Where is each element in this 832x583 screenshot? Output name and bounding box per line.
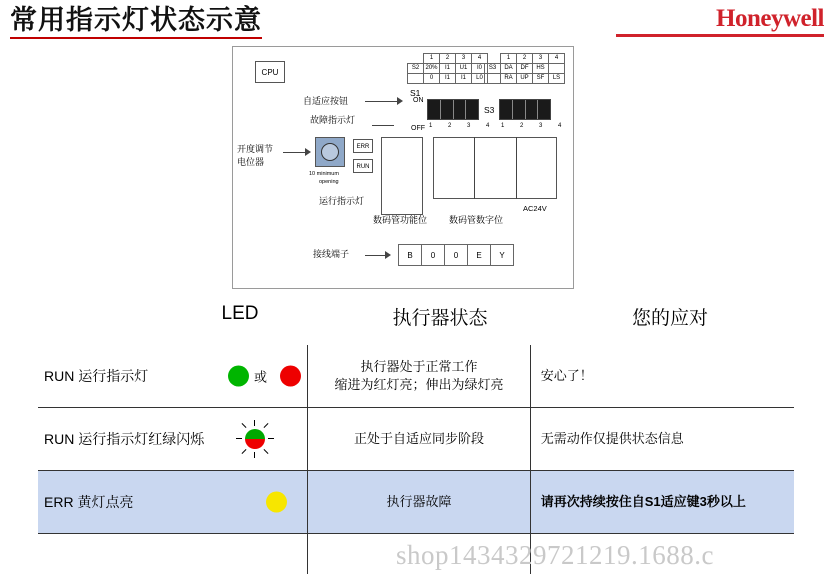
row-led-cell [38, 471, 307, 533]
row-response-text: 无需动作仅提供状态信息 [540, 431, 684, 446]
row-led-cell [38, 408, 307, 470]
fault-led-label: 故障指示灯 [310, 115, 356, 125]
dip-switch-s2[interactable] [427, 99, 479, 120]
row-led-cell [38, 345, 307, 407]
pot-arrow-icon [305, 148, 311, 156]
row-response-cell [530, 408, 794, 470]
dip-s3-numbers: 1 2 3 4 [501, 123, 569, 129]
pot-scale-opening: opening [319, 179, 339, 185]
digit-number-label: 数码管数字位 [449, 215, 504, 225]
potentiometer-dial[interactable] [321, 143, 339, 161]
device-diagram [232, 46, 574, 289]
display-module [381, 137, 423, 215]
pot-leader [283, 152, 307, 153]
row-state-cell [307, 471, 529, 533]
pot-label-line2: 电位器 [237, 157, 265, 167]
row-state-cell [307, 345, 529, 407]
brand-name: Honeywell [716, 5, 824, 32]
column-heading-your-response: 您的应对 [631, 308, 708, 329]
watermark: shop1434329721219.1688.c [396, 540, 714, 570]
led-green-icon [228, 366, 249, 387]
led-blink-green-red-icon [238, 422, 272, 456]
row-state-text: 执行器故障 [386, 494, 452, 509]
adaptive-button-leader [365, 101, 399, 102]
led-or-text: 或 [254, 369, 268, 385]
ac24v-label: AC24V [523, 204, 547, 213]
adaptive-button-label: 自适应按钮 [303, 96, 349, 106]
terminal-arrow-icon [385, 251, 391, 259]
s3-label: S3 [484, 105, 495, 115]
row-label: RUN 运行指示灯红绿闪烁 [44, 431, 205, 447]
brand-logo [616, 6, 824, 37]
column-heading-led: LED [221, 303, 259, 324]
page-header [0, 0, 832, 46]
led-blink-dot [245, 429, 265, 449]
row-led-cell [38, 534, 307, 574]
terminal-leader [365, 255, 387, 256]
row-response-text: 请再次持续按住自S1适应键3秒以上 [540, 494, 746, 509]
s1-label: S1 [410, 88, 421, 98]
table-row [38, 408, 794, 471]
table-row [38, 345, 794, 408]
terminal-panel-divider-2 [516, 137, 517, 199]
dip-table-right: 1 2 3 4 S3 DA DF HS RA UP SF LS [484, 53, 565, 84]
pot-scale-min: 10 minimum [309, 171, 339, 177]
terminal-block: B 0 0 E Y [398, 244, 514, 266]
pot-label-line1: 开度调节 [237, 144, 274, 154]
row-response-cell [530, 345, 794, 407]
dip-s2-numbers: 1 2 3 4 [429, 123, 497, 129]
brand-underline [616, 34, 824, 37]
row-response-text: 安心了！ [540, 368, 593, 383]
on-label: ON [413, 97, 424, 104]
led-yellow-icon [266, 492, 287, 513]
adaptive-arrow-icon [397, 97, 403, 105]
dip-switch-s3[interactable] [499, 99, 551, 120]
terminal-panel-divider-1 [474, 137, 475, 199]
row-state-text: 正处于自适应同步阶段 [353, 431, 484, 446]
err-indicator: ERR [353, 139, 373, 153]
terminal-panel [433, 137, 557, 199]
dip-table-left: 1 2 3 4 S2 20% I1 U1 I0 0 I1 I1 L0 [407, 53, 488, 84]
run-indicator: RUN [353, 159, 373, 173]
row-label: ERR 黄灯点亮 [44, 494, 134, 510]
off-label: OFF [411, 125, 425, 132]
led-red-icon [280, 366, 301, 387]
terminal-label: 接线端子 [313, 249, 350, 259]
row-label: RUN 运行指示灯 [44, 368, 149, 384]
row-state-cell [307, 408, 529, 470]
row-response-cell [530, 471, 794, 533]
row-state-text: 执行器处于正常工作 缩进为红灯亮；伸出为绿灯亮 [334, 359, 504, 392]
digit-function-label: 数码管功能位 [373, 215, 428, 225]
fault-led-leader [372, 125, 394, 126]
cpu-box: CPU [255, 61, 285, 83]
table-row [38, 471, 794, 534]
page-title: 常用指示灯状态示意 [10, 4, 262, 39]
run-led-label: 运行指示灯 [319, 196, 365, 206]
column-heading-actuator-state: 执行器状态 [392, 308, 488, 329]
